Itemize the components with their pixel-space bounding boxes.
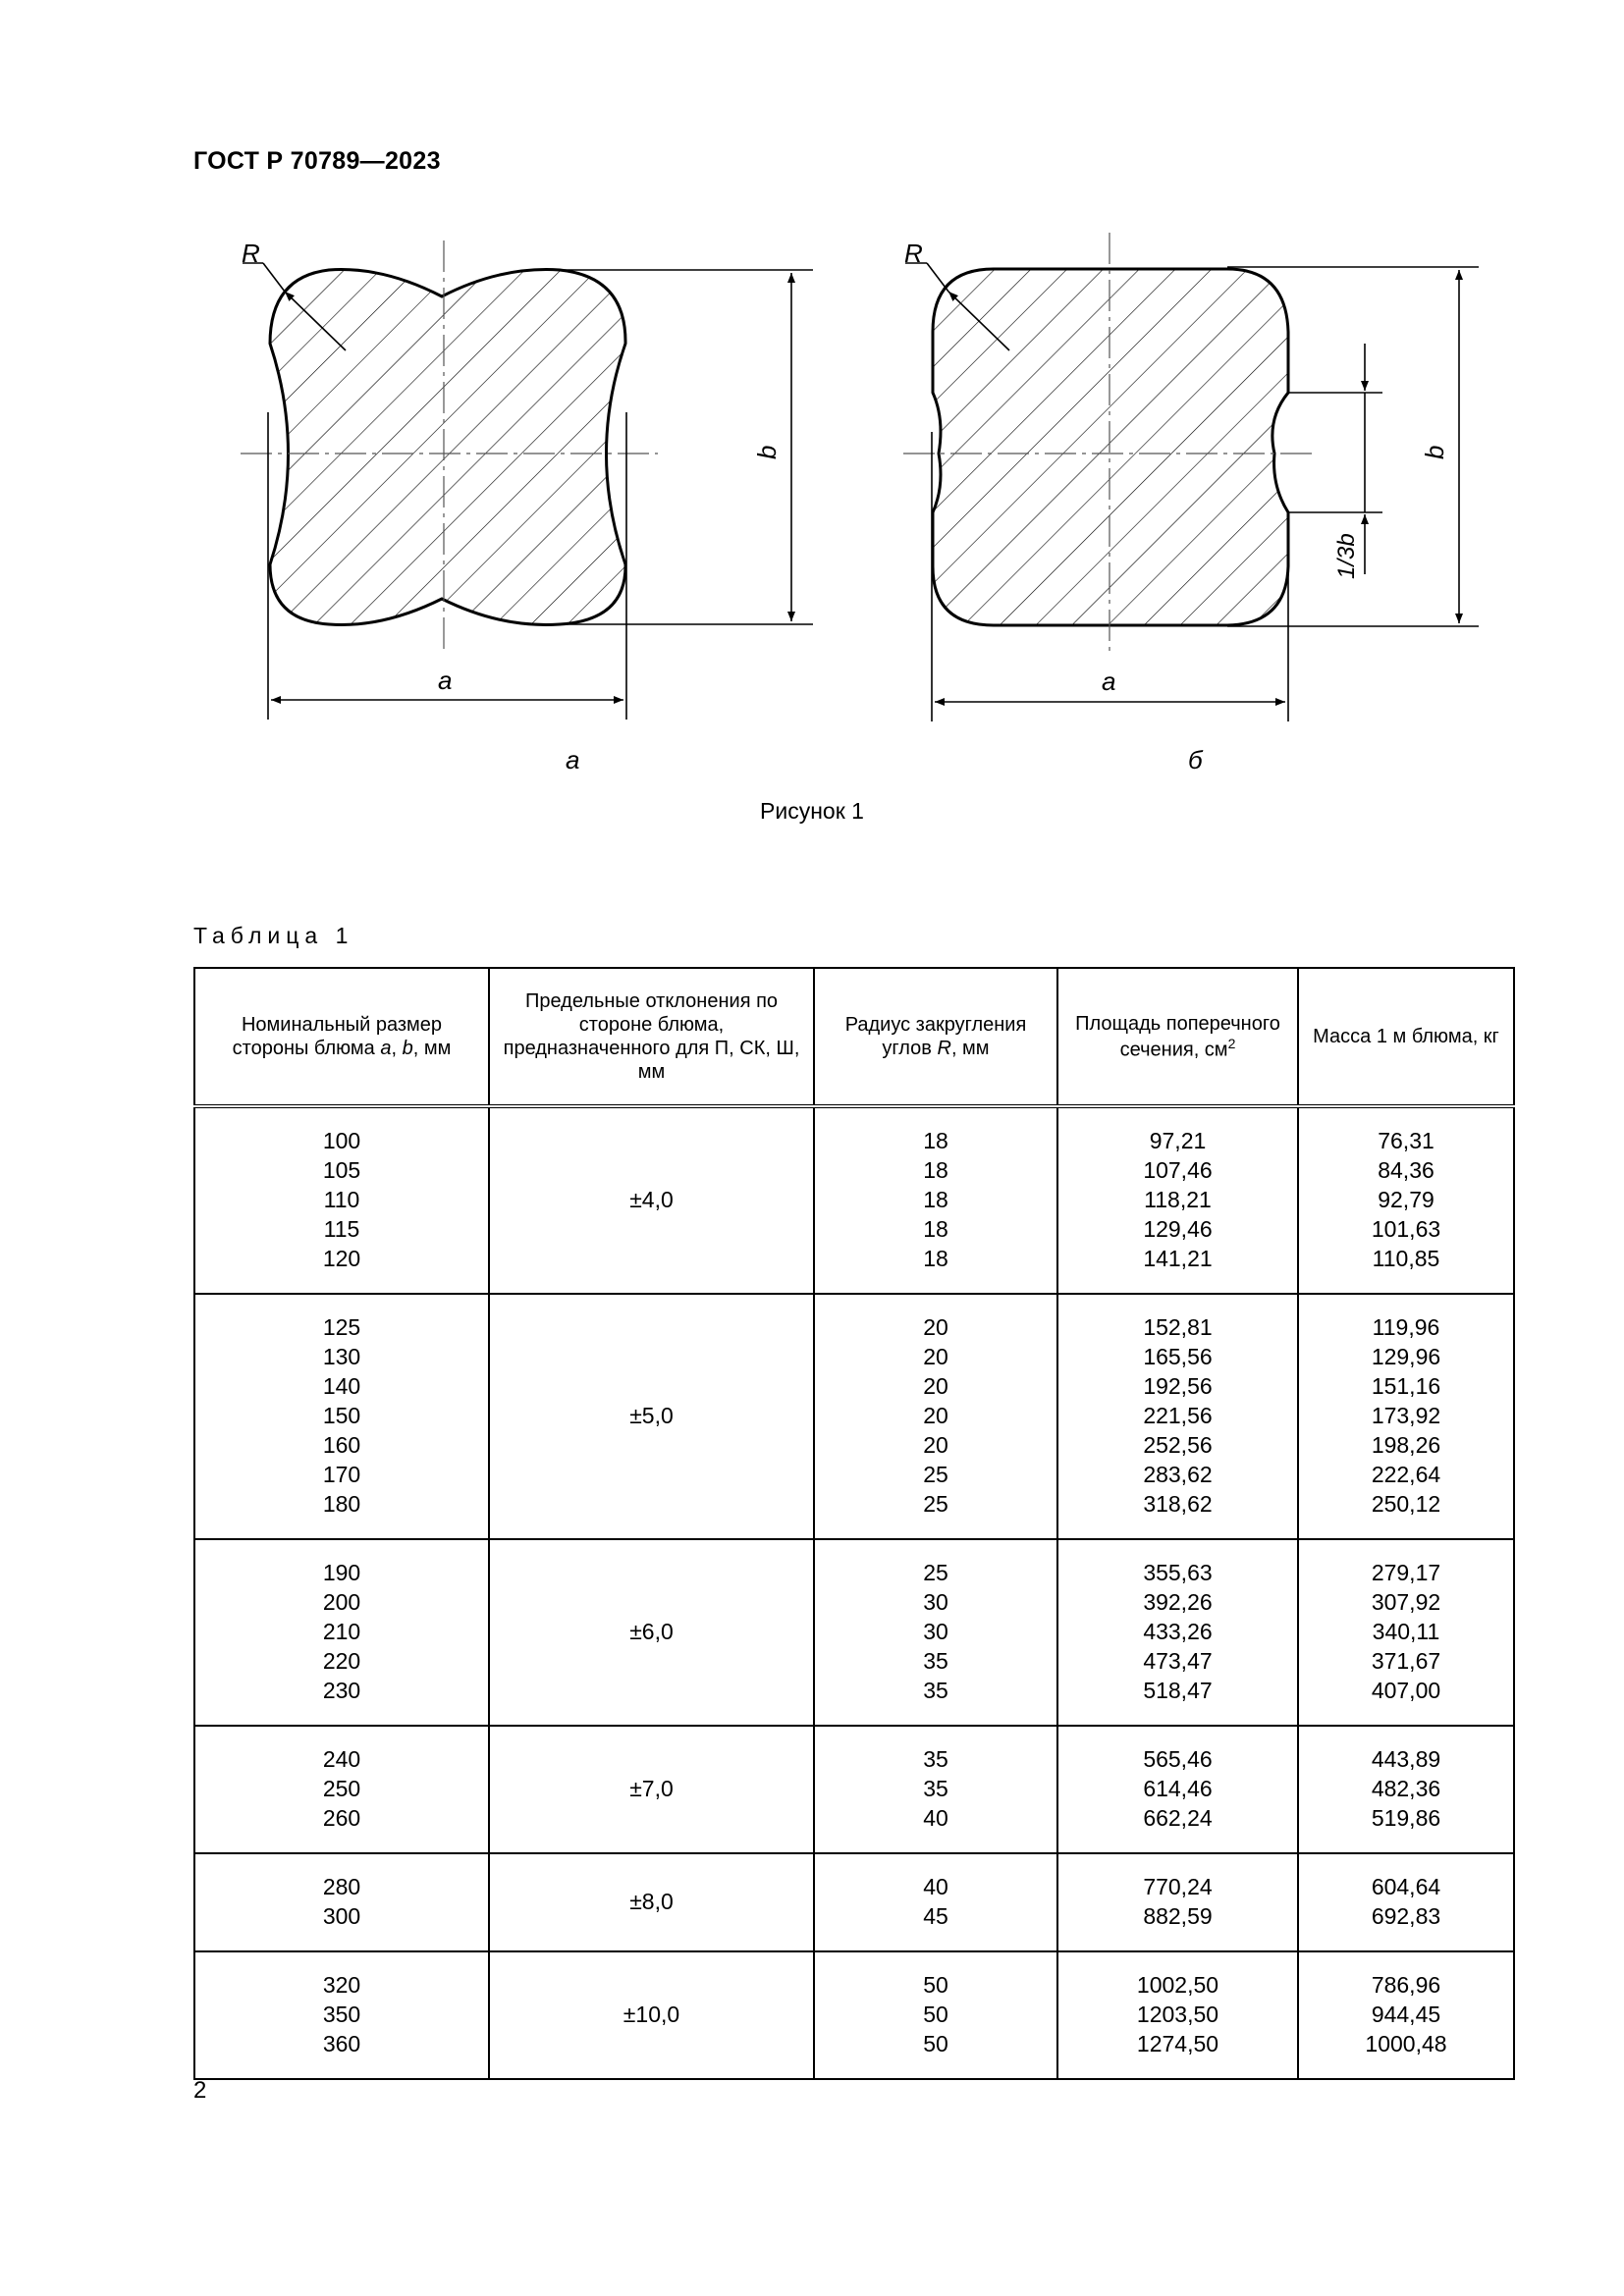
cell-value: 110,85 [1372, 1246, 1440, 1271]
cell-masses [1298, 1106, 1514, 1294]
table-caption: Таблица 1 [193, 923, 354, 948]
label-height-a: b [752, 445, 782, 459]
cell-value: 340,11 [1372, 1619, 1440, 1644]
cell-sizes [194, 1106, 489, 1294]
cell-value: 150 [322, 1403, 361, 1428]
cell-value: 260 [322, 1805, 361, 1831]
tolerance-value: ±8,0 [629, 1888, 674, 1914]
tolerance-value: ±5,0 [629, 1402, 674, 1428]
cell-value: 30 [923, 1589, 948, 1615]
cell-value: 129,96 [1371, 1344, 1441, 1369]
cell-value: 50 [923, 2031, 948, 2056]
label-third-b: 1/3b [1333, 533, 1360, 579]
cell-value: 97,21 [1149, 1128, 1207, 1153]
cell-value: 100 [322, 1128, 361, 1153]
cell-value: 180 [322, 1491, 361, 1517]
cell-tolerance [489, 1951, 814, 2079]
cell-value: 662,24 [1143, 1805, 1213, 1831]
cell-value: 221,56 [1143, 1403, 1213, 1428]
subfigure-label-b: б [1188, 745, 1203, 774]
cell-value: 125 [322, 1314, 361, 1340]
cell-value: 433,26 [1143, 1619, 1213, 1644]
table-row [194, 1726, 1514, 1853]
tolerance-value: ±10,0 [623, 2001, 680, 2027]
cell-value: 110 [323, 1187, 360, 1212]
table-row [194, 1951, 1514, 2079]
cell-areas [1057, 1106, 1298, 1294]
cell-radii [814, 1726, 1057, 1853]
cell-value: 192,56 [1143, 1373, 1213, 1399]
cell-masses [1298, 1726, 1514, 1853]
cell-value: 20 [923, 1432, 948, 1458]
label-radius-a: R [242, 239, 260, 268]
cell-value: 482,36 [1371, 1776, 1441, 1801]
bloom-shape-b [933, 269, 1288, 625]
cell-radii [814, 1294, 1057, 1539]
header-size: Номинальный размер стороны блюма a, b, мм [194, 968, 489, 1106]
cell-value: 198,26 [1371, 1432, 1441, 1458]
cell-value: 18 [923, 1246, 948, 1271]
cell-value: 944,45 [1371, 2002, 1441, 2027]
cell-areas [1057, 1726, 1298, 1853]
cell-value: 300 [322, 1903, 361, 1929]
cell-value: 18 [923, 1187, 948, 1212]
cell-value: 250 [322, 1776, 361, 1801]
cell-value: 1000,48 [1365, 2031, 1447, 2056]
cell-value: 210 [322, 1619, 361, 1644]
cell-value: 283,62 [1143, 1462, 1213, 1487]
cell-value: 118,21 [1144, 1187, 1212, 1212]
header-area: Площадь поперечного сечения, $см^2$ [1057, 968, 1298, 1106]
cell-value: 165,56 [1143, 1344, 1213, 1369]
cell-value: 107,46 [1143, 1157, 1213, 1183]
cell-value: 230 [322, 1678, 361, 1703]
cell-value: 160 [322, 1432, 361, 1458]
cell-value: 45 [923, 1903, 948, 1929]
cell-value: 140 [322, 1373, 361, 1399]
bloom-shape-a [270, 270, 625, 625]
cell-masses [1298, 1539, 1514, 1726]
label-width-a: a [438, 666, 453, 695]
tolerance-value: ±7,0 [629, 1775, 674, 1801]
cell-value: 35 [923, 1648, 948, 1674]
cell-value: 141,21 [1143, 1246, 1213, 1271]
cell-value: 240 [322, 1746, 361, 1772]
cell-areas [1057, 1853, 1298, 1951]
cell-value: 76,31 [1378, 1128, 1435, 1153]
cell-value: 220 [322, 1648, 361, 1674]
cell-value: 318,62 [1143, 1491, 1213, 1517]
cell-areas [1057, 1539, 1298, 1726]
cell-value: 604,64 [1371, 1874, 1441, 1899]
cell-value: 350 [322, 2002, 361, 2027]
cell-sizes [194, 1951, 489, 2079]
cell-value: 170 [322, 1462, 361, 1487]
cell-masses [1298, 1853, 1514, 1951]
cell-value: 30 [923, 1619, 948, 1644]
figure-1 [0, 0, 1624, 864]
cell-value: 35 [923, 1746, 948, 1772]
cell-value: 519,86 [1371, 1805, 1441, 1831]
cell-value: 320 [322, 1972, 361, 1998]
cell-value: 25 [923, 1560, 948, 1585]
cell-value: 84,36 [1378, 1157, 1435, 1183]
cell-value: 120 [322, 1246, 361, 1271]
header-tolerance: Предельные отклонения по стороне блюма, предназначенного для П, СК, Ш, мм [489, 968, 814, 1106]
cell-sizes [194, 1853, 489, 1951]
cell-value: 280 [322, 1874, 361, 1899]
cell-sizes [194, 1726, 489, 1853]
cell-tolerance [489, 1106, 814, 1294]
tolerance-value: ±6,0 [629, 1618, 674, 1644]
cell-value: 20 [923, 1344, 948, 1369]
cell-value: 50 [923, 1972, 948, 1998]
table-row [194, 1294, 1514, 1539]
cell-value: 692,83 [1371, 1903, 1441, 1929]
cell-value: 152,81 [1143, 1314, 1213, 1340]
figure-caption: Рисунок 1 [760, 798, 864, 824]
cell-value: 1203,50 [1136, 2002, 1219, 2027]
cell-value: 35 [923, 1678, 948, 1703]
cell-radii [814, 1106, 1057, 1294]
cell-value: 882,59 [1143, 1903, 1213, 1929]
table-row [194, 1539, 1514, 1726]
label-width-b: a [1102, 667, 1116, 696]
cell-value: 130 [322, 1344, 361, 1369]
cell-value: 614,46 [1143, 1776, 1213, 1801]
cell-value: 392,26 [1143, 1589, 1213, 1615]
header-radius: Радиус закругления углов R, мм [814, 968, 1057, 1106]
table-container [193, 967, 1513, 2080]
cell-value: 1002,50 [1136, 1972, 1219, 1998]
blooms-table [193, 967, 1515, 2080]
cell-value: 407,00 [1371, 1678, 1441, 1703]
table-body [194, 1106, 1514, 2079]
cell-radii [814, 1951, 1057, 2079]
document-header: ГОСТ Р 70789—2023 [193, 147, 441, 175]
table-header-row [194, 968, 1514, 1106]
cell-tolerance [489, 1539, 814, 1726]
cell-value: 129,46 [1143, 1216, 1213, 1242]
cell-value: 35 [923, 1776, 948, 1801]
cell-value: 173,92 [1371, 1403, 1441, 1428]
table-row [194, 1853, 1514, 1951]
cell-value: 115 [323, 1216, 360, 1242]
cell-value: 371,67 [1371, 1648, 1441, 1674]
cell-value: 92,79 [1378, 1187, 1435, 1212]
subfigure-label-a: а [566, 745, 580, 774]
cell-radii [814, 1539, 1057, 1726]
cell-value: 1274,50 [1136, 2031, 1219, 2056]
cell-value: 786,96 [1371, 1972, 1441, 1998]
cell-value: 252,56 [1143, 1432, 1213, 1458]
cell-value: 20 [923, 1403, 948, 1428]
label-height-b: b [1420, 445, 1449, 459]
cell-sizes [194, 1539, 489, 1726]
cell-value: 355,63 [1143, 1560, 1213, 1585]
page-number: 2 [193, 2077, 207, 2104]
cell-value: 250,12 [1371, 1491, 1441, 1517]
cell-value: 40 [923, 1874, 948, 1899]
cell-tolerance [489, 1726, 814, 1853]
cell-value: 101,63 [1371, 1216, 1441, 1242]
cell-value: 518,47 [1143, 1678, 1213, 1703]
cell-value: 20 [923, 1373, 948, 1399]
cell-value: 105 [322, 1157, 361, 1183]
cell-value: 565,46 [1143, 1746, 1213, 1772]
cell-value: 151,16 [1371, 1373, 1441, 1399]
cell-value: 200 [322, 1589, 361, 1615]
cell-value: 443,89 [1371, 1746, 1441, 1772]
cell-value: 20 [923, 1314, 948, 1340]
cell-value: 360 [322, 2031, 361, 2056]
tolerance-value: ±4,0 [629, 1186, 674, 1212]
cell-value: 25 [923, 1491, 948, 1517]
cell-tolerance [489, 1294, 814, 1539]
cell-tolerance [489, 1853, 814, 1951]
cell-masses [1298, 1951, 1514, 2079]
cell-areas [1057, 1294, 1298, 1539]
table-row [194, 1106, 1514, 1294]
cell-masses [1298, 1294, 1514, 1539]
cell-value: 40 [923, 1805, 948, 1831]
label-radius-b: R [904, 239, 923, 268]
cell-value: 307,92 [1371, 1589, 1441, 1615]
cell-value: 119,96 [1372, 1314, 1440, 1340]
cell-value: 473,47 [1143, 1648, 1213, 1674]
cell-value: 190 [322, 1560, 361, 1585]
cell-sizes [194, 1294, 489, 1539]
cell-value: 18 [923, 1128, 948, 1153]
cell-areas [1057, 1951, 1298, 2079]
cell-value: 50 [923, 2002, 948, 2027]
cell-radii [814, 1853, 1057, 1951]
cell-value: 25 [923, 1462, 948, 1487]
cell-value: 18 [923, 1157, 948, 1183]
cell-value: 770,24 [1143, 1874, 1213, 1899]
cell-value: 222,64 [1371, 1462, 1441, 1487]
cell-value: 18 [923, 1216, 948, 1242]
cell-value: 279,17 [1371, 1560, 1441, 1585]
header-mass: Масса 1 м блюма, кг [1298, 968, 1514, 1106]
